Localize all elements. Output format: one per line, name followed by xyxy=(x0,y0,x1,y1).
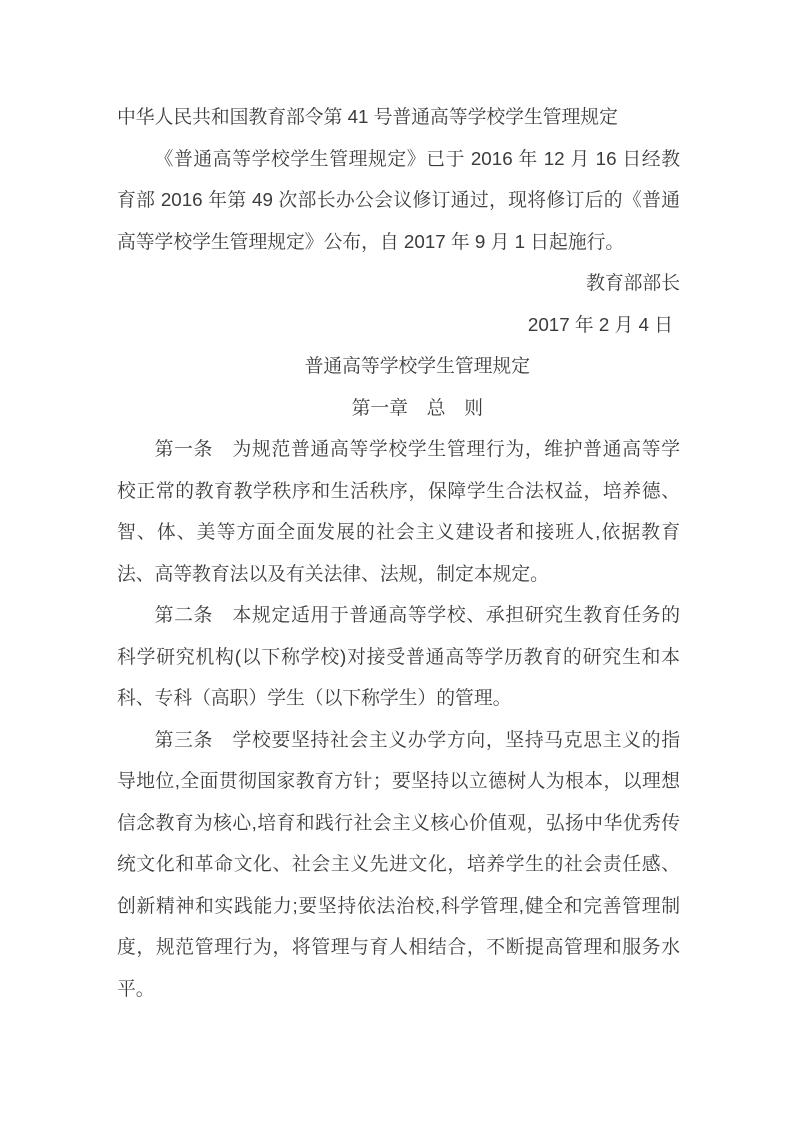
decree-title: 中华人民共和国教育部令第 41 号普通高等学校学生管理规定 xyxy=(117,106,618,127)
announcement-paragraph: 《普通高等学校学生管理规定》已于 2016 年 12 月 16 日经教育部 2016 年第 49 次部长办公会议修订通过，现将修订后的《普通高等学校学生管理规定》公布，自 2017 年 9 月 1 日起施行。 xyxy=(117,147,680,252)
article-1: 第一条 为规范普通高等学校学生管理行为，维护普通高等学校正常的教育教学秩序和生活秩序，保障学生合法权益，培养德、智、体、美等方面全面发展的社会主义建设者和接班人,依据教育法、高等教育法以及有关法律、法规，制定本规定。 xyxy=(117,438,680,584)
signature-date: 2017 年 2 月 4 日 xyxy=(527,313,673,335)
signature: 教育部部长 xyxy=(586,272,680,293)
document-title: 普通高等学校学生管理规定 xyxy=(304,355,530,376)
article-3: 第三条 学校要坚持社会主义办学方向，坚持马克思主义的指导地位,全面贯彻国家教育方针；要坚持以立德树人为根本，以理想信念教育为核心,培育和践行社会主义核心价值观，弘扬中华优秀传统文化和革命文化、社会主义先进文化，培养学生的社会责任感、创新精神和实践能力;要坚持依法治校,科学管理,健全和完善管理制度，规范管理行为，将管理与育人相结合，不断提高管理和服务水平。 xyxy=(117,728,680,999)
article-2: 第二条 本规定适用于普通高等学校、承担研究生教育任务的科学研究机构(以下称学校)对接受普通高等学历教育的研究生和本科、专科（高职）学生（以下称学生）的管理。 xyxy=(117,604,680,708)
chapter-heading: 第一章 总 则 xyxy=(351,396,484,418)
